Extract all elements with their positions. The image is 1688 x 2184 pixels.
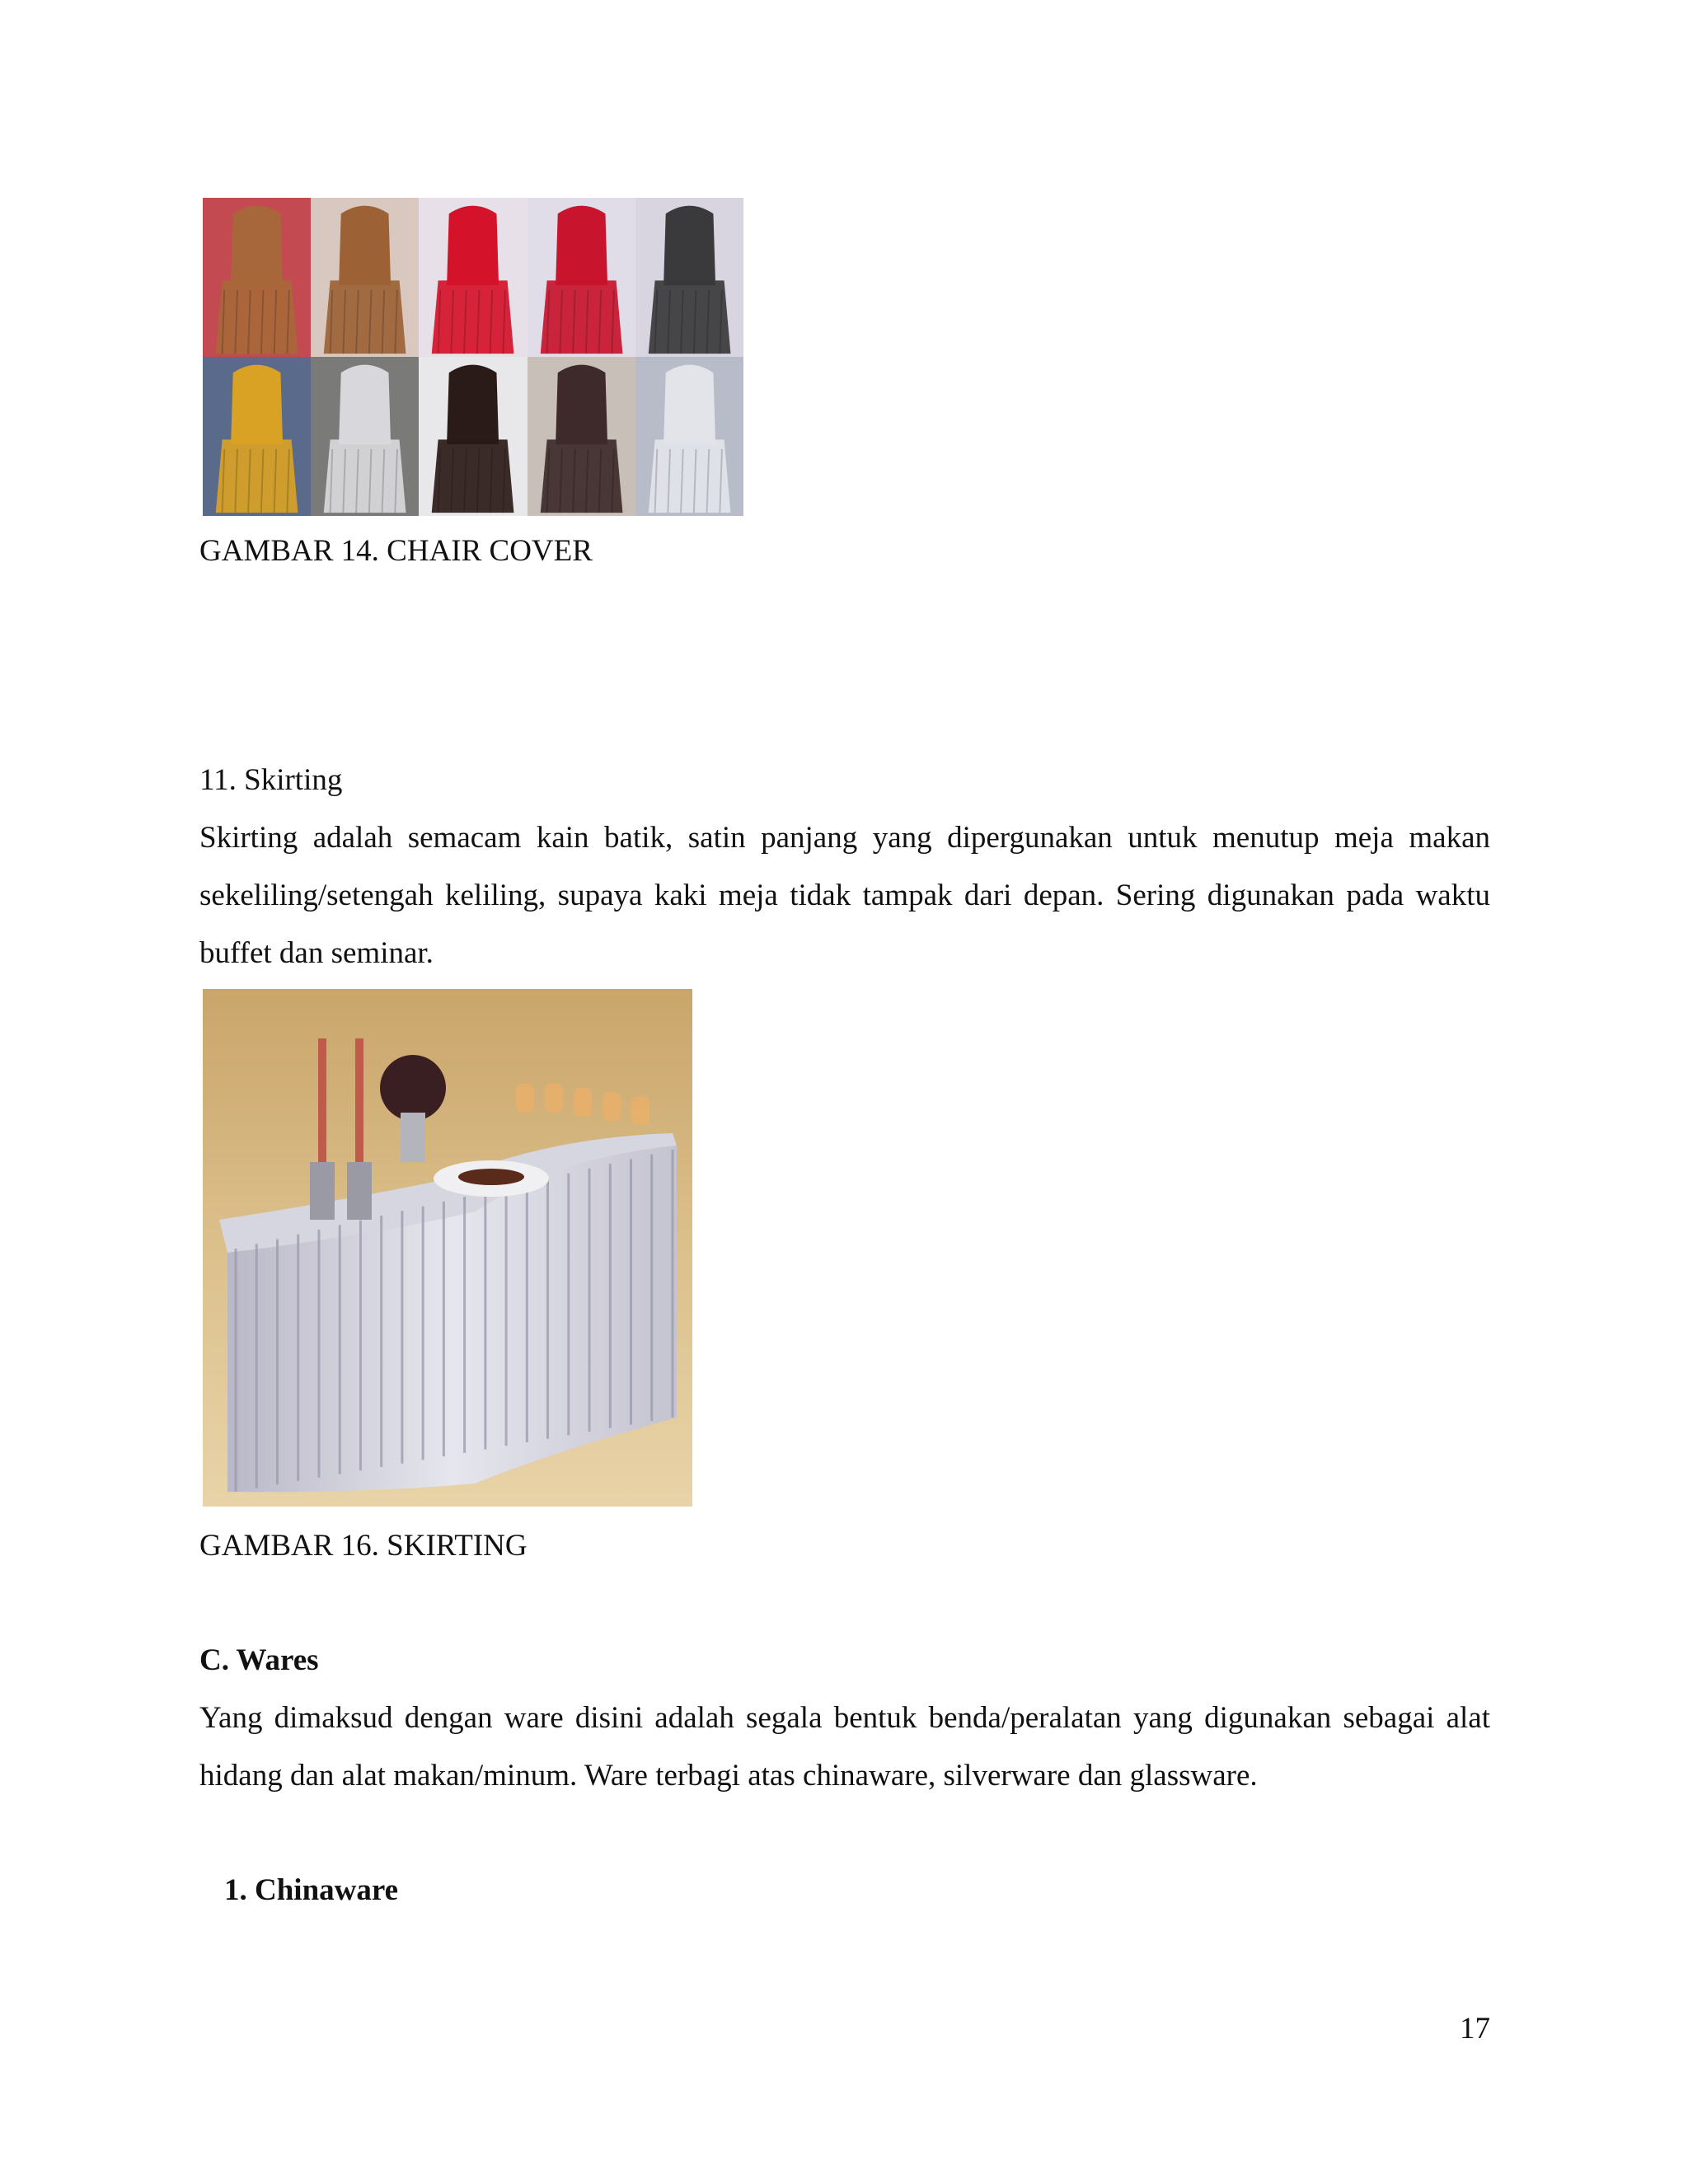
chair-cover-photo bbox=[419, 357, 527, 516]
chair-cover-photo bbox=[203, 357, 311, 516]
chair-cover-photo bbox=[528, 198, 635, 357]
section-heading-wares: C. Wares bbox=[199, 1643, 319, 1677]
chair-cover-photo bbox=[311, 357, 419, 516]
chair-cover-photo bbox=[311, 198, 419, 357]
paragraph-wares: Yang dimaksud dengan ware disini adalah segala bentuk benda/peralatan yang digunakan sebagai alat hidang dan alat makan/minum. Ware terbagi atas chinaware, silverware dan glassware. bbox=[199, 1701, 1490, 1793]
chair-cover-photo bbox=[419, 198, 527, 357]
paragraph-skirting: Skirting adalah semacam kain batik, satin panjang yang dipergunakan untuk menutup meja makan sekeliling/setengah keliling, supaya kaki meja tidak tampak dari depan. Sering digunakan pada waktu buffet dan seminar. bbox=[199, 821, 1490, 970]
figure-caption-skirting: GAMBAR 16. SKIRTING bbox=[199, 1529, 528, 1563]
section-heading-skirting: 11. Skirting bbox=[199, 763, 343, 797]
chair-cover-photo bbox=[635, 357, 743, 516]
subheading-chinaware: 1. Chinaware bbox=[224, 1873, 399, 1907]
chair-cover-photo bbox=[203, 198, 311, 357]
page-number: 17 bbox=[1460, 2012, 1490, 2046]
chair-cover-photo bbox=[635, 198, 743, 357]
skirting-image bbox=[203, 989, 692, 1507]
figure-caption-chair-cover: GAMBAR 14. CHAIR COVER bbox=[199, 534, 593, 568]
chair-cover-photo bbox=[528, 357, 635, 516]
chair-cover-image bbox=[203, 198, 743, 516]
